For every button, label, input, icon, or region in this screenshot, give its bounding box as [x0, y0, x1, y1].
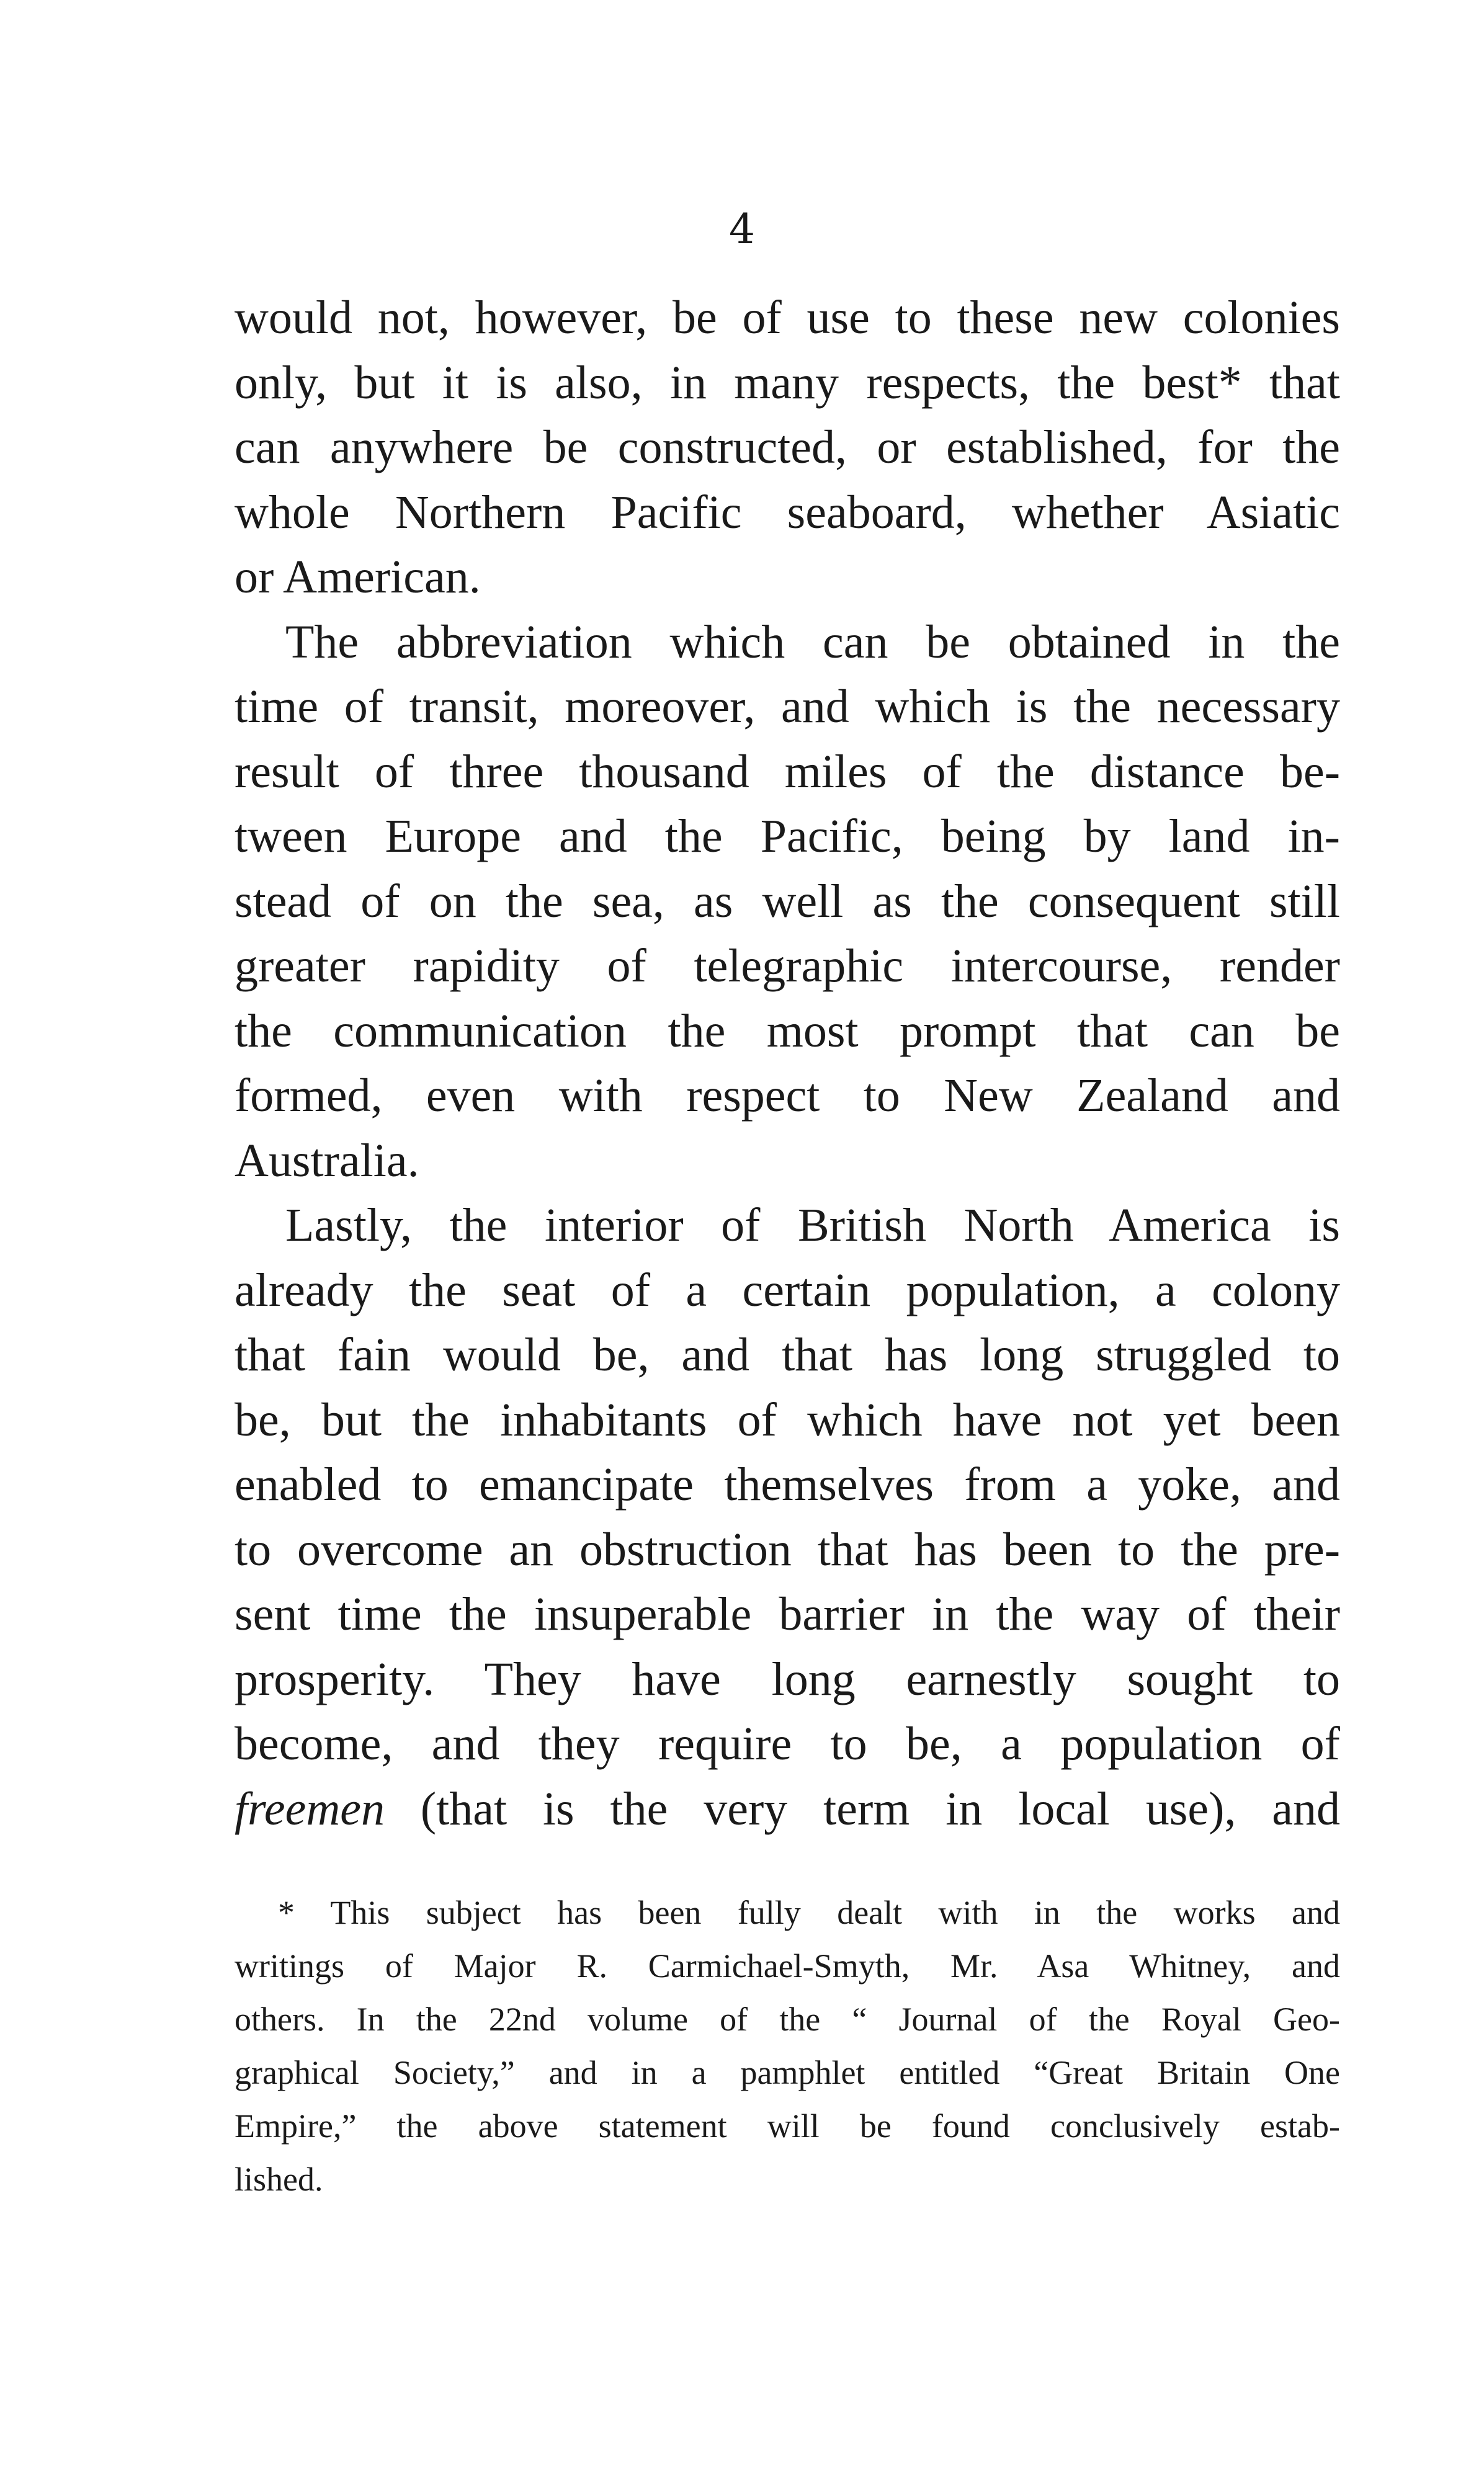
text-line: enabled to emancipate themselves from a yoke, and: [235, 1458, 1340, 1511]
footnote: [235, 1886, 1340, 2206]
text-line: [235, 1777, 1340, 1842]
text-line: sent time the insuperable barrier in the way of their: [235, 1588, 1340, 1640]
text-line: result of three thousand miles of the distance be-: [235, 745, 1340, 798]
text-line: already the seat of a certain population, a colony: [235, 1264, 1340, 1316]
footnote-line: others. In the 22nd volume of the “ Journal of the Royal Geo-: [235, 2001, 1340, 2038]
text-line: be, but the inhabitants of which have not yet been: [235, 1393, 1340, 1446]
text-line: tween Europe and the Pacific, being by land in-: [235, 810, 1340, 862]
footnote-line: lished.: [235, 2161, 323, 2198]
text-line: to overcome an obstruction that has been to the pre-: [235, 1523, 1340, 1576]
text-line: can anywhere be constructed, or established, for the: [235, 421, 1340, 473]
footnote-line: Empire,” the above statement will be found conclusively estab-: [235, 2107, 1340, 2145]
text-line: Australia.: [235, 1134, 419, 1187]
text-line: Lastly, the interior of British North America is: [285, 1199, 1340, 1251]
text-line-rest: (that is the very term in local use), and: [384, 1782, 1340, 1835]
text-line: stead of on the sea, as well as the consequent still: [235, 875, 1340, 927]
text-line: time of transit, moreover, and which is the necessary: [235, 681, 1340, 733]
text-line: that fain would be, and that has long struggled to: [235, 1329, 1340, 1381]
italic-word: freemen: [235, 1782, 385, 1835]
body-text: [235, 285, 1340, 1841]
page-number: 4: [729, 205, 755, 253]
footnote-line: * This subject has been fully dealt with in the works and: [278, 1894, 1340, 1931]
footnote-line: writings of Major R. Carmichael-Smyth, Mr. Asa Whitney, and: [235, 1947, 1340, 1985]
footnote-line: graphical Society,” and in a pamphlet entitled “Great Britain One: [235, 2054, 1340, 2091]
text-line: formed, even with respect to New Zealand and: [235, 1070, 1340, 1122]
text-line: become, and they require to be, a population of: [235, 1718, 1340, 1770]
text-line: the communication the most prompt that can be: [235, 1004, 1340, 1057]
text-line: whole Northern Pacific seaboard, whether Asiatic: [235, 486, 1340, 538]
text-line: greater rapidity of telegraphic intercourse, render: [235, 940, 1340, 992]
text-line: only, but it is also, in many respects, the best* that: [235, 356, 1340, 409]
text-line: prosperity. They have long earnestly sought to: [235, 1653, 1340, 1705]
text-line: The abbreviation which can be obtained in the: [285, 615, 1340, 668]
text-line: or American.: [235, 551, 481, 603]
text-line: would not, however, be of use to these new colonies: [235, 292, 1340, 344]
